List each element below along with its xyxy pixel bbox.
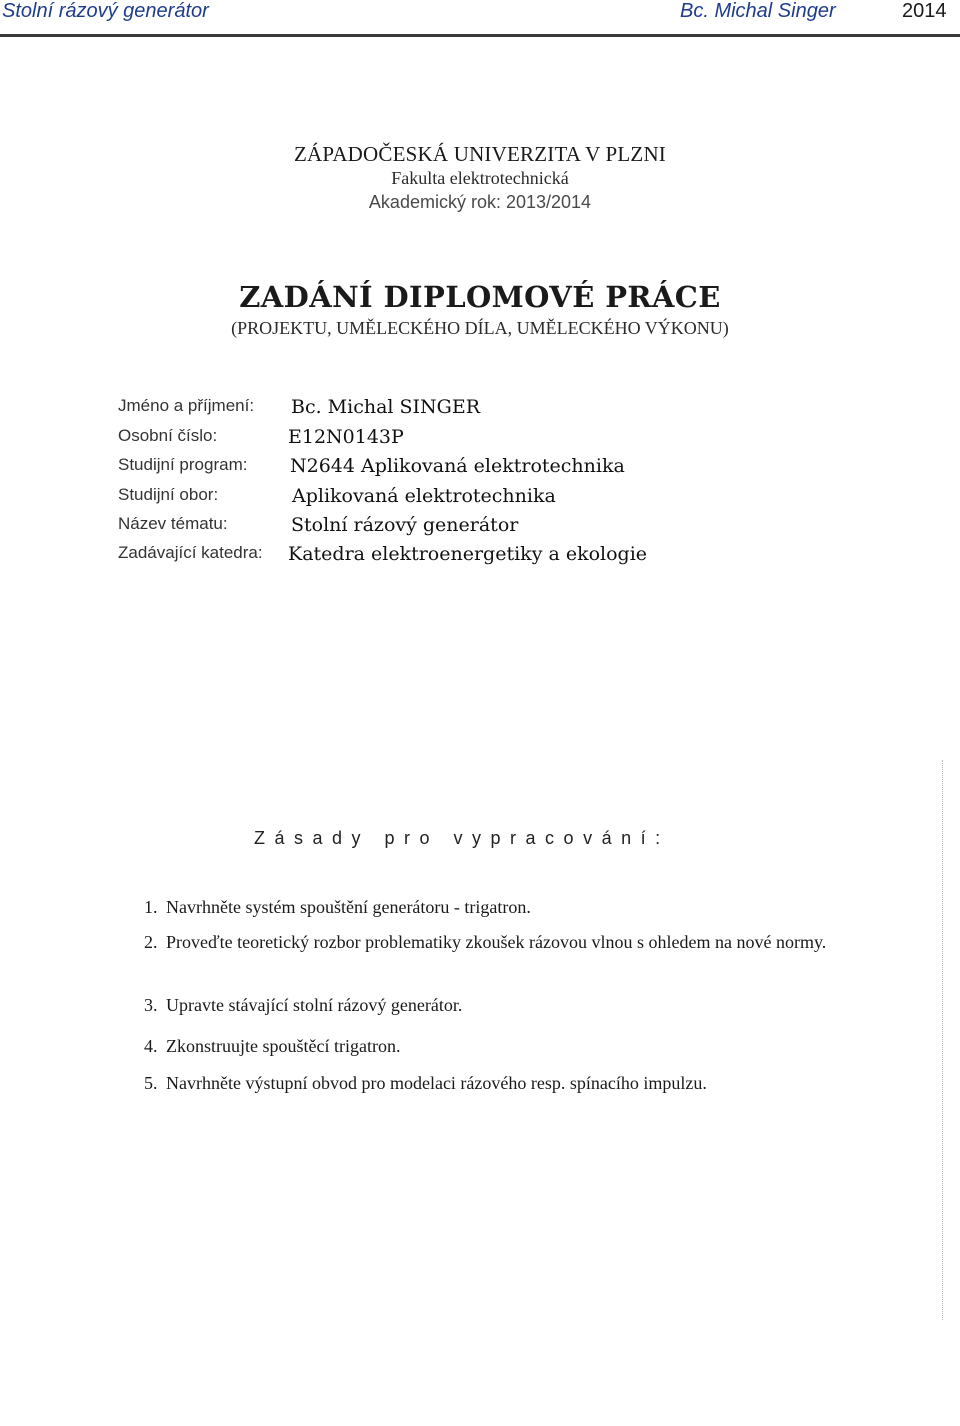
guidelines-heading: Zásady pro vypracování: (254, 828, 670, 848)
assignment-subtitle: (PROJEKTU, UMĚLECKÉHO DÍLA, UMĚLECKÉHO VÝKONU) (231, 318, 729, 338)
info-value: Stolní rázový generátor (291, 514, 519, 536)
header-year: 2014 (902, 0, 947, 22)
guideline-item (144, 929, 884, 981)
header-author: Bc. Michal Singer (680, 0, 836, 22)
guideline-number: 4. (144, 1036, 158, 1056)
guideline-item (144, 1033, 884, 1059)
info-row-study-field (118, 485, 878, 511)
guideline-number: 3. (144, 995, 158, 1015)
guideline-number: 5. (144, 1073, 158, 1093)
guideline-item (144, 894, 884, 920)
info-label: Zadávající katedra: (118, 543, 263, 562)
header-document-title: Stolní rázový generátor (2, 0, 209, 22)
faculty-name: Fakulta elektrotechnická (391, 168, 569, 188)
info-label: Studijní program: (118, 455, 248, 474)
info-row-name (118, 396, 878, 422)
info-row-topic (118, 514, 878, 540)
info-label: Studijní obor: (118, 485, 219, 504)
guideline-text: Zkonstruujte spouštěcí trigatron. (166, 1036, 401, 1056)
info-value: E12N0143P (288, 426, 404, 448)
info-value: Aplikovaná elektrotechnika (292, 485, 556, 507)
guideline-number: 1. (144, 897, 158, 917)
guideline-text: Proveďte teoretický rozbor problematiky zkoušek rázovou vlnou s ohledem na nové normy. (166, 932, 827, 952)
info-label: Osobní číslo: (118, 426, 218, 445)
info-value: Katedra elektroenergetiky a ekologie (288, 543, 648, 565)
guideline-text: Navrhněte systém spouštění generátoru - trigatron. (166, 897, 531, 917)
guideline-text: Upravte stávající stolní rázový generátor. (166, 995, 463, 1015)
guideline-item (144, 1070, 884, 1096)
info-row-department (118, 543, 878, 569)
university-name: ZÁPADOČESKÁ UNIVERZITA V PLZNI (293, 142, 667, 166)
info-label: Název tématu: (118, 514, 228, 533)
info-label: Jméno a příjmení: (118, 396, 255, 415)
assignment-title: ZADÁNÍ DIPLOMOVÉ PRÁCE (239, 280, 721, 314)
guideline-item (144, 992, 884, 1018)
guideline-text: Navrhněte výstupní obvod pro modelaci rázového resp. spínacího impulzu. (166, 1073, 707, 1093)
guideline-number: 2. (144, 932, 158, 952)
info-value: Bc. Michal SINGER (291, 396, 481, 418)
page-header (0, 0, 960, 37)
info-row-personal-number (118, 426, 878, 452)
academic-year: Akademický rok: 2013/2014 (368, 192, 592, 212)
info-value: N2644 Aplikovaná elektrotechnika (290, 455, 625, 477)
scan-edge-line (942, 760, 944, 1320)
info-row-study-program (118, 455, 878, 481)
